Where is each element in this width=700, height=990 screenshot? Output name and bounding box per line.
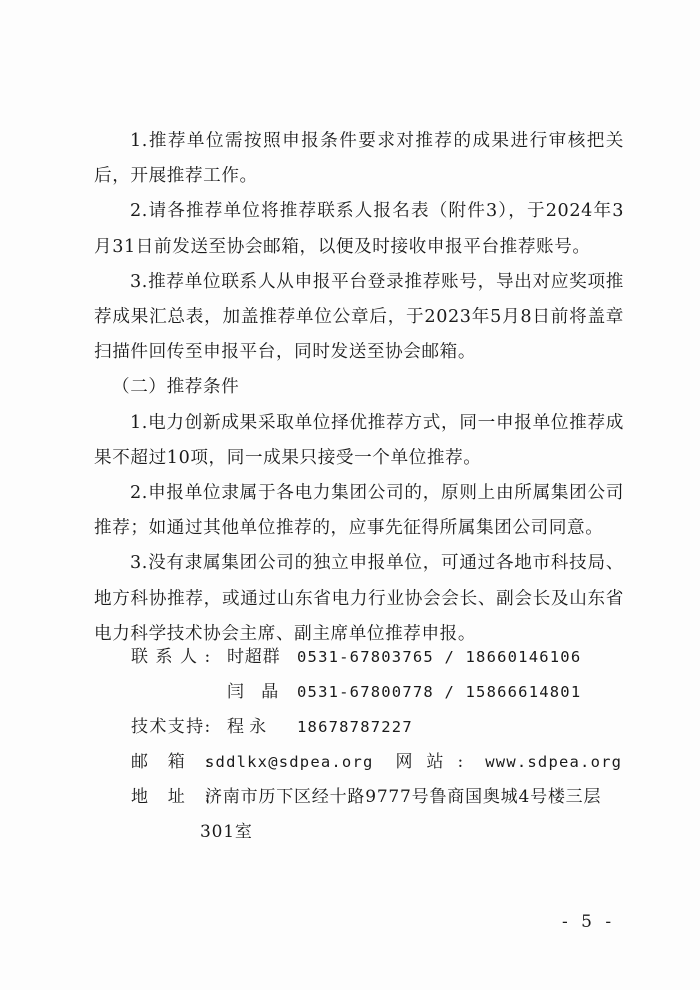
email-website-value <box>205 745 622 780</box>
contact-value-1 <box>227 640 581 675</box>
email-address[interactable]: sddlkx@sdpea.org <box>205 753 374 771</box>
paragraph-3: 3.推荐单位联系人从申报平台登录推荐账号，导出对应奖项推荐成果汇总表，加盖推荐单位公章后，于2023年5月8日前将盖章扫描件回传至申报平台，同时发送至协会邮箱。 <box>94 271 624 363</box>
paragraph-2: 2.请各推荐单位将推荐联系人报名表（附件3），于2024年3月31日前发送至协会邮箱，以便及时接收申报平台推荐账号。 <box>94 201 624 257</box>
contact-block <box>131 640 651 815</box>
tech-support-name: 程永 <box>227 717 267 737</box>
address-line-1: 济南市历下区经十路9777号鲁商国奥城4号楼三层 <box>205 787 602 807</box>
paragraph-4: 1.电力创新成果采取单位择优推荐方式，同一申报单位推荐成果不超过10项，同一成果只接受一个单位推荐。 <box>94 412 624 468</box>
contact2-phones: 0531-67800778 / 15866614801 <box>297 683 582 701</box>
address-label: 地址: <box>131 787 211 807</box>
tech-support-label: 技术支持: <box>131 717 211 737</box>
address-line-2: 301室 <box>200 822 253 842</box>
website-url[interactable]: www.sdpea.org <box>485 753 623 771</box>
contact-label: 联系人: <box>131 647 211 667</box>
email-row <box>131 745 651 780</box>
tech-support-phone: 18678787227 <box>297 718 413 736</box>
document-body <box>94 124 624 652</box>
address-row <box>131 780 651 815</box>
contact1-name: 时超群 <box>227 647 281 667</box>
contact-row-1 <box>131 640 651 675</box>
page-number: - 5 - <box>562 912 616 932</box>
contact1-phones: 0531-67803765 / 18660146106 <box>297 648 582 666</box>
paragraph-5: 2.申报单位隶属于各电力集团公司的，原则上由所属集团公司推荐；如通过其他单位推荐的，应事先征得所属集团公司同意。 <box>94 483 624 539</box>
contact-row-2 <box>131 675 651 710</box>
contact-value-2 <box>227 675 581 710</box>
website-label: 网站: <box>395 752 478 772</box>
contact2-name: 闫晶 <box>227 682 279 702</box>
paragraph-6: 3.没有隶属集团公司的独立申报单位，可通过各地市科技局、地方科协推荐，或通过山东省电力行业协会会长、副会长及山东省电力科学技术协会主席、副主席单位推荐申报。 <box>94 553 624 644</box>
tech-support-row <box>131 710 651 745</box>
tech-support-value <box>227 710 413 745</box>
email-label: 邮箱: <box>131 752 211 772</box>
paragraph-1: 1.推荐单位需按照申报条件要求对推荐的成果进行审核把关后，开展推荐工作。 <box>94 131 624 187</box>
section-heading-recommend-conditions: （二）推荐条件 <box>112 377 240 398</box>
